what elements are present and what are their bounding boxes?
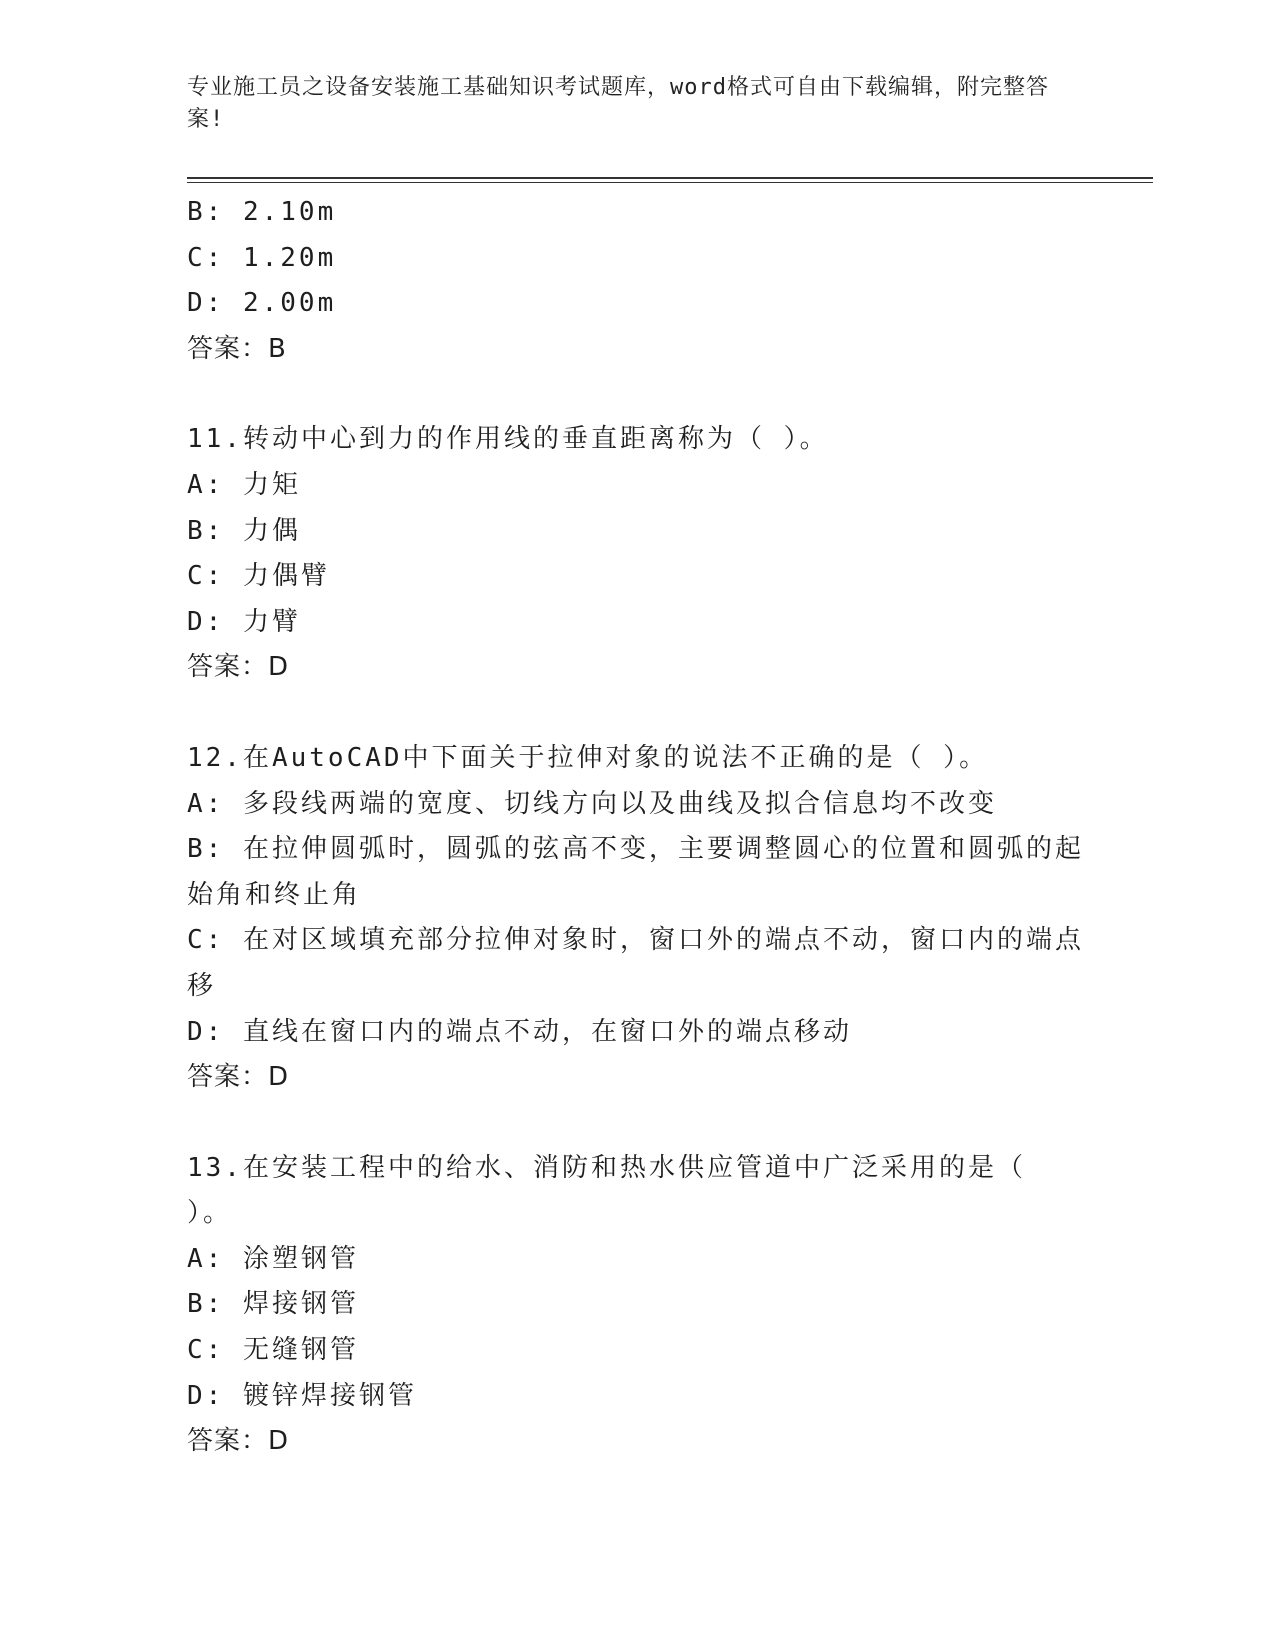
question-stem: 13.在安装工程中的给水、消防和热水供应管道中广泛采用的是（ ）。 [187, 1152, 1045, 1229]
option-c: C: 在对区域填充部分拉伸对象时，窗口外的端点不动，窗口内的端点移 [187, 925, 1084, 1001]
option-d: D: 直线在窗口内的端点不动，在窗口外的端点移动 [187, 1016, 852, 1047]
question-11 [187, 417, 1087, 691]
question-10-tail [187, 190, 1087, 372]
option-b: B: 焊接钢管 [187, 1289, 359, 1320]
question-12 [187, 736, 1087, 1101]
answer-label: 答案：D [187, 1426, 290, 1457]
option-a: A: 多段线两端的宽度、切线方向以及曲线及拟合信息均不改变 [187, 788, 997, 819]
answer-label: 答案：D [187, 1062, 290, 1093]
option-a: A: 力矩 [187, 469, 301, 500]
question-13 [187, 1146, 1087, 1465]
option-b: B: 在拉伸圆弧时，圆弧的弦高不变，主要调整圆心的位置和圆弧的起始角和终止角 [187, 834, 1084, 910]
option-d: D: 2.00m [187, 288, 337, 319]
header-rule-thick [187, 177, 1153, 179]
document-header: 专业施工员之设备安装施工基础知识考试题库，word格式可自由下载编辑，附完整答案! [187, 75, 1049, 132]
question-stem: 11.转动中心到力的作用线的垂直距离称为（ ）。 [187, 424, 829, 455]
option-c: C: 1.20m [187, 242, 337, 273]
question-content [187, 190, 1087, 1465]
answer-label: 答案：D [187, 652, 290, 683]
question-stem: 12.在AutoCAD中下面关于拉伸对象的说法不正确的是（ ）。 [187, 742, 989, 773]
option-d: D: 镀锌焊接钢管 [187, 1380, 417, 1411]
option-a: A: 涂塑钢管 [187, 1243, 359, 1274]
option-b: B: 2.10m [187, 197, 337, 227]
answer-label: 答案：B [187, 333, 287, 364]
option-b: B: 力偶 [187, 515, 301, 546]
option-c: C: 无缝钢管 [187, 1335, 359, 1366]
header-rule-thin [187, 182, 1153, 183]
option-c: C: 力偶臂 [187, 561, 330, 592]
option-d: D: 力臂 [187, 606, 301, 637]
